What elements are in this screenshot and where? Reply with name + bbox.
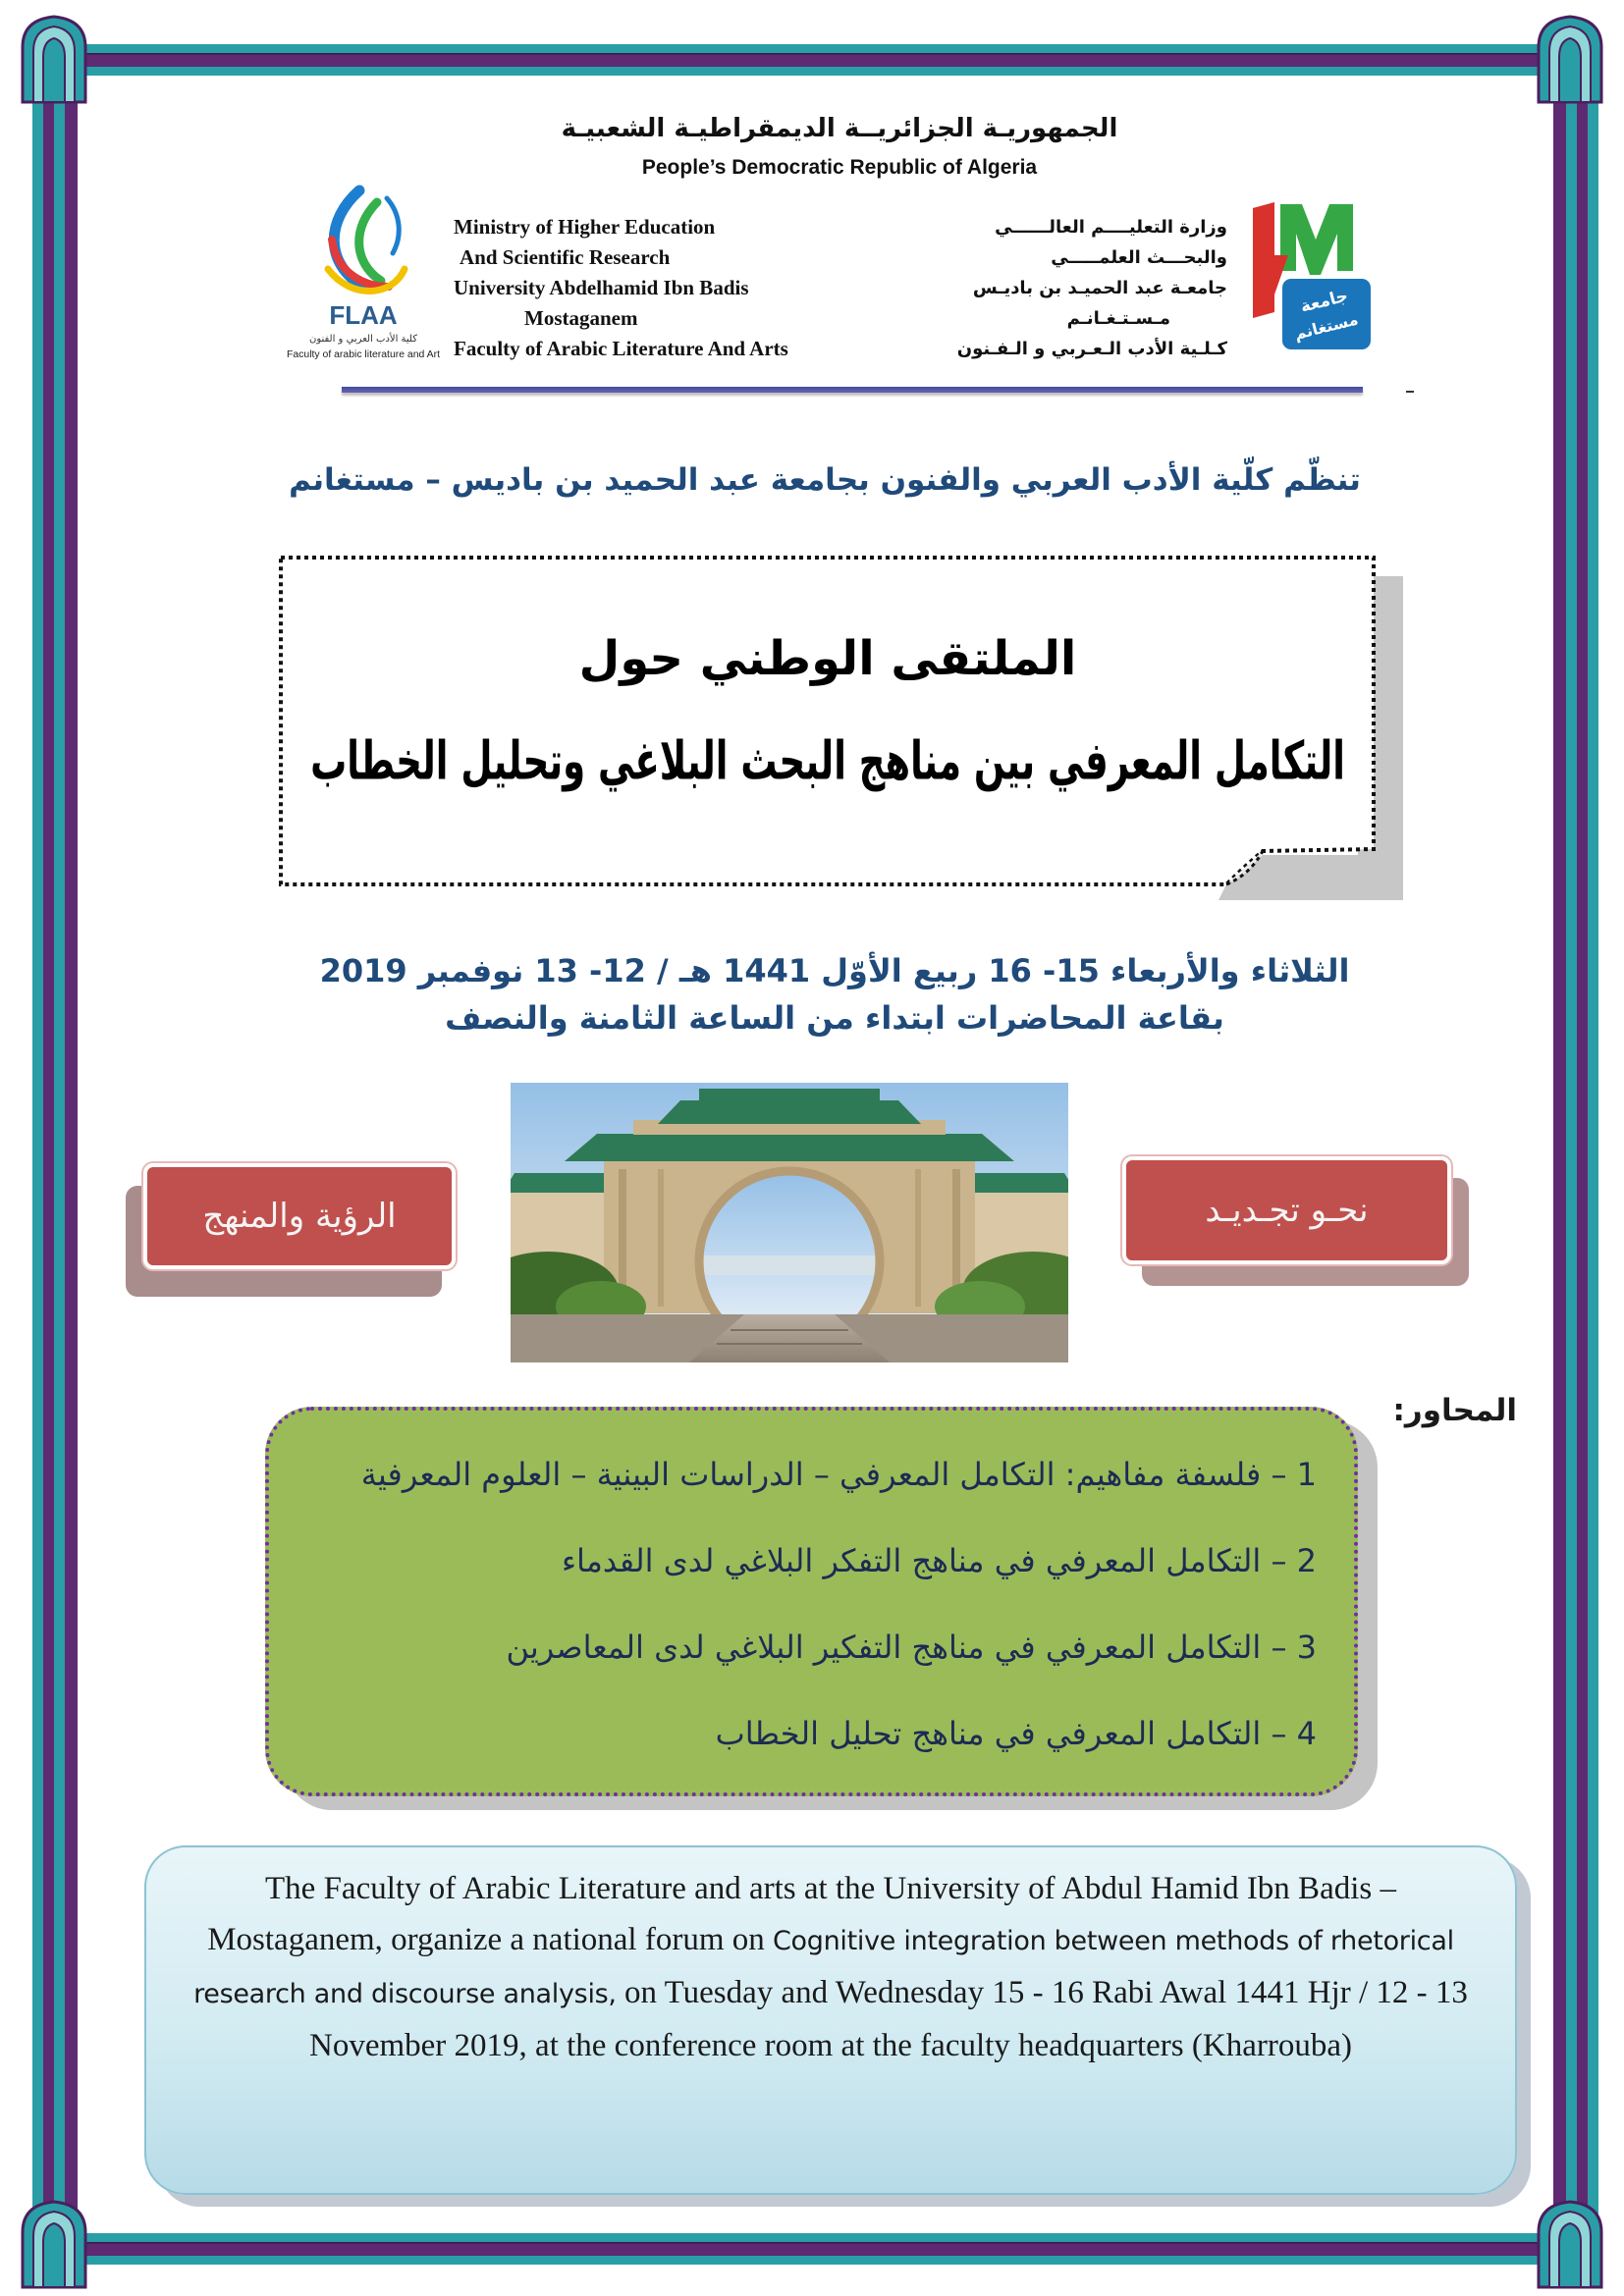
frame-bottom-band (79, 2233, 1551, 2265)
corner-arch-ornament-icon (1536, 2199, 1604, 2289)
english-summary-text (186, 1863, 1476, 2071)
organizer-line: تنظّم كلّية الأدب العربي والفنون بجامعة عبد الحميد بن باديس – مستغانم (289, 462, 1361, 498)
header-dash (1406, 391, 1414, 393)
axes-list (269, 1431, 1354, 1777)
research-line: And Scientific Research (460, 245, 671, 269)
frame-top-band (79, 44, 1551, 76)
english-summary-box (144, 1845, 1517, 2195)
axis-item: 2 – التكامل المعرفي في مناهج التفكر البلاغي لدى القدماء (561, 1542, 1317, 1579)
event-venue: بقاعة المحاضرات ابتداء من الساعة الثامنة والنصف (445, 999, 1224, 1037)
faculty-line: Faculty of Arabic Literature And Arts (454, 337, 788, 360)
university-gate-photo (511, 1083, 1068, 1362)
ministry-line: Ministry of Higher Education (454, 215, 716, 239)
logo-text-city: مستغانم (1292, 309, 1361, 344)
flaa-logo-english-caption: Faculty of arabic literature and Art (287, 349, 441, 360)
forum-title: التكامل المعرفي بين مناهج البحث البلاغي وتحليل الخطاب (310, 730, 1345, 792)
city-line-arabic: مـسـتـغـانـم (1066, 308, 1170, 329)
frame-right-band (1553, 93, 1598, 2223)
university-mostaganem-logo (1245, 196, 1375, 355)
axis-item: 4 – التكامل المعرفي في مناهج تحليل الخطاب (715, 1715, 1317, 1752)
header-divider (342, 387, 1363, 393)
event-date: الثلاثاء والأربعاء 15- 16 ربيع الأوّل 1441 هـ / 12- 13 نوفمبر 2019 (319, 952, 1350, 989)
institution-block-arabic (928, 212, 1227, 364)
summary-forum-title: Cognitive integration between methods of rhetorical research and discourse analysis, (193, 1926, 1454, 2009)
corner-arch-ornament-icon (1536, 14, 1604, 104)
axis-item: 1 – فلسفة مفاهيم: التكامل المعرفي – الدراسات البينية – العلوم المعرفية (360, 1456, 1317, 1493)
title-box (278, 555, 1405, 904)
summary-intro: The Faculty of Arabic Literature and arts at the University of Abdul Hamid Ibn Badis – Mostaganem, organize a national forum on (207, 1871, 1396, 1957)
walkway (511, 1314, 1068, 1362)
flaa-logo-arabic-caption: كلية الأدب العربي و الفنون (308, 334, 418, 345)
institution-block-english (454, 212, 856, 364)
faculty-line-arabic: كـلـية الأدب الـعـربي و الـفـنون (956, 339, 1227, 359)
renewal-badge: نحـو تجـديـد (1122, 1156, 1451, 1264)
logo-text-university: جامعة (1298, 286, 1351, 317)
university-line: University Abdelhamid Ibn Badis (454, 276, 749, 299)
axis-item: 3 – التكامل المعرفي في مناهج التفكير البلاغي لدى المعاصرين (506, 1629, 1317, 1666)
flaa-faculty-logo (283, 185, 445, 366)
city-line: Mostaganem (524, 306, 638, 330)
axes-heading: المحاور: (1392, 1393, 1517, 1428)
corner-arch-ornament-icon (20, 2199, 88, 2289)
vision-method-badge: الرؤية والمنهج (143, 1163, 456, 1269)
corner-arch-ornament-icon (20, 14, 88, 104)
frame-left-band (32, 93, 78, 2223)
title-intro: الملتقى الوطني حول (578, 631, 1077, 686)
research-line-arabic: والبحـــث العلمـــــي (1051, 247, 1227, 268)
summary-details: on Tuesday and Wednesday 15 - 16 Rabi Awal 1441 Hjr / 12 - 13 November 2019, at the conference room at the faculty headquarters (Kharrouba) (309, 1975, 1468, 2063)
flaa-logo-text: FLAA (329, 300, 398, 330)
axes-box (265, 1407, 1358, 1796)
republic-name-english: People’s Democratic Republic of Algeria (641, 156, 1038, 179)
republic-name-arabic: الجمهوريـة الجزائريــة الديمقراطيـة الشعبيـة (561, 114, 1118, 143)
ministry-line-arabic: وزارة التعليــــم العالــــــي (995, 217, 1227, 238)
university-line-arabic: جامعـة عبد الحميـد بن باديـس (972, 278, 1227, 298)
